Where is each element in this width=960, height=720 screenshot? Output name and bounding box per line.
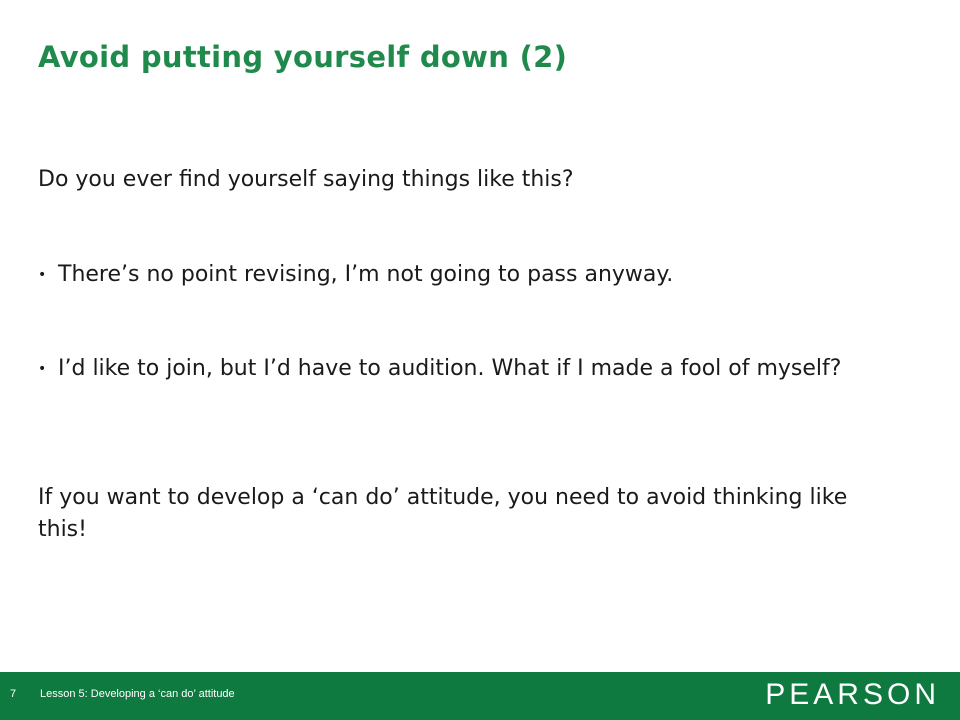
outro-text: If you want to develop a ‘can do’ attitude, you need to avoid thinking like this!	[38, 485, 848, 542]
slide-number: 7	[10, 688, 17, 700]
intro-text: Do you ever find yourself saying things like this?	[38, 167, 574, 192]
footer-bar	[0, 672, 960, 720]
bullet-dot-icon: •	[38, 267, 47, 283]
bullet-item	[38, 259, 888, 291]
bullet-text: I’d like to join, but I’d have to audition. What if I made a fool of myself?	[58, 356, 842, 381]
lesson-label: Lesson 5: Developing a ‘can do’ attitude	[40, 688, 235, 700]
bullet-text: There’s no point revising, I’m not going to pass anyway.	[58, 262, 674, 287]
slide-title: Avoid putting yourself down (2)	[38, 40, 568, 74]
pearson-logo: PEARSON	[765, 678, 940, 711]
bullet-dot-icon: •	[38, 361, 47, 377]
bullet-item	[38, 353, 888, 385]
